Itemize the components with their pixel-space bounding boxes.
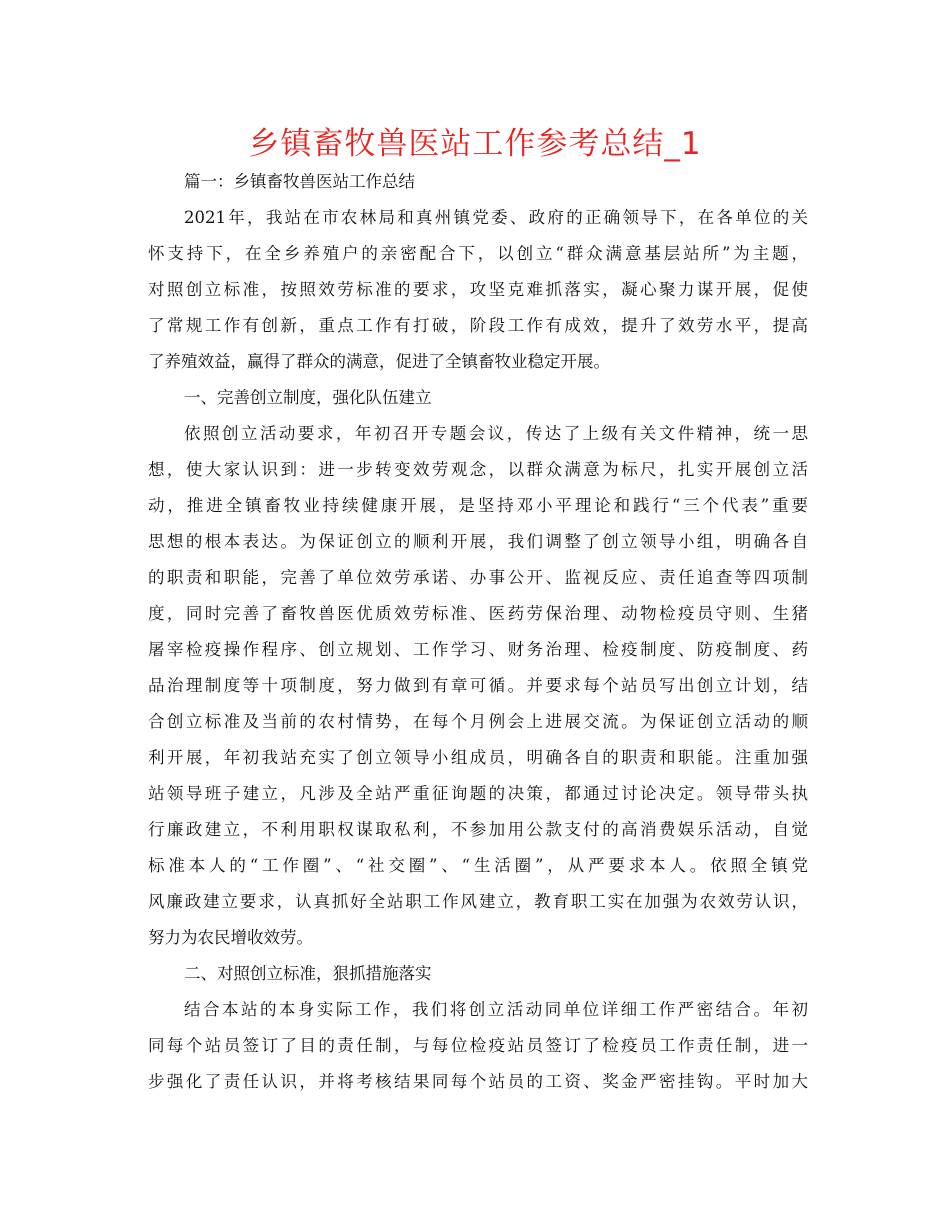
- document-body: [148, 164, 808, 1100]
- paragraph-line: 步强化了责任认识，并将考核结果同每个站员的工资、奖金严密挂钩。平时加大: [148, 1072, 808, 1091]
- paragraph-line: 风廉政建立要求，认真抓好全站职工作风建立，教育职工实在加强为农效劳认识，: [148, 892, 808, 911]
- section-heading: 篇一：乡镇畜牧兽医站工作总结: [184, 172, 415, 191]
- paragraph-line: 度，同时完善了畜牧兽医优质效劳标准、医药劳保治理、动物检疫员守则、生猪: [148, 604, 808, 623]
- paragraph-line: 动，推进全镇畜牧业持续健康开展，是坚持邓小平理论和践行“三个代表”重要: [148, 496, 808, 515]
- paragraph-line: 2021年，我站在市农林局和真州镇党委、政府的正确领导下，在各单位的关: [184, 208, 808, 227]
- paragraph-line: 对照创立标准，按照效劳标准的要求，攻坚克难抓落实，凝心聚力谋开展，促使: [148, 280, 808, 299]
- paragraph-line: 了养殖效益，赢得了群众的满意，促进了全镇畜牧业稳定开展。: [148, 352, 610, 371]
- paragraph-line: 依照创立活动要求，年初召开专题会议，传达了上级有关文件精神，统一思: [184, 424, 808, 443]
- paragraph-line: 合创立标准及当前的农村情势，在每个月例会上进展交流。为保证创立活动的顺: [148, 712, 808, 731]
- paragraph-line: 品治理制度等十项制度，努力做到有章可循。并要求每个站员写出创立计划，结: [148, 676, 808, 695]
- paragraph-line: 想，使大家认识到：进一步转变效劳观念，以群众满意为标尺，扎实开展创立活: [148, 460, 808, 479]
- paragraph-line: 利开展，年初我站充实了创立领导小组成员，明确各自的职责和职能。注重加强: [148, 748, 808, 767]
- paragraph-line: 努力为农民增收效劳。: [148, 928, 313, 947]
- document-title: 乡镇畜牧兽医站工作参考总结_1: [248, 126, 702, 162]
- paragraph-line: 思想的根本表达。为保证创立的顺利开展，我们调整了创立领导小组，明确各自: [148, 532, 808, 551]
- paragraph-line: 结合本站的本身实际工作，我们将创立活动同单位详细工作严密结合。年初: [184, 1000, 808, 1019]
- section-heading: 二、对照创立标准，狠抓措施落实: [184, 964, 432, 983]
- paragraph-line: 标准本人的“工作圈”、“社交圈”、“生活圈”，从严要求本人。依照全镇党: [148, 856, 808, 875]
- paragraph-line: 站领导班子建立，凡涉及全站严重征询题的决策，都通过讨论决定。领导带头执: [148, 784, 808, 803]
- paragraph-line: 怀支持下，在全乡养殖户的亲密配合下，以创立“群众满意基层站所”为主题，: [148, 244, 808, 263]
- paragraph-line: 了常规工作有创新，重点工作有打破，阶段工作有成效，提升了效劳水平，提高: [148, 316, 808, 335]
- paragraph-line: 屠宰检疫操作程序、创立规划、工作学习、财务治理、检疫制度、防疫制度、药: [148, 640, 808, 659]
- paragraph-line: 行廉政建立，不利用职权谋取私利，不参加用公款支付的高消费娱乐活动，自觉: [148, 820, 808, 839]
- paragraph-line: 同每个站员签订了目的责任制，与每位检疫站员签订了检疫员工作责任制，进一: [148, 1036, 808, 1055]
- paragraph-line: 的职责和职能，完善了单位效劳承诺、办事公开、监视反应、责任追查等四项制: [148, 568, 808, 587]
- section-heading: 一、完善创立制度，强化队伍建立: [184, 388, 432, 407]
